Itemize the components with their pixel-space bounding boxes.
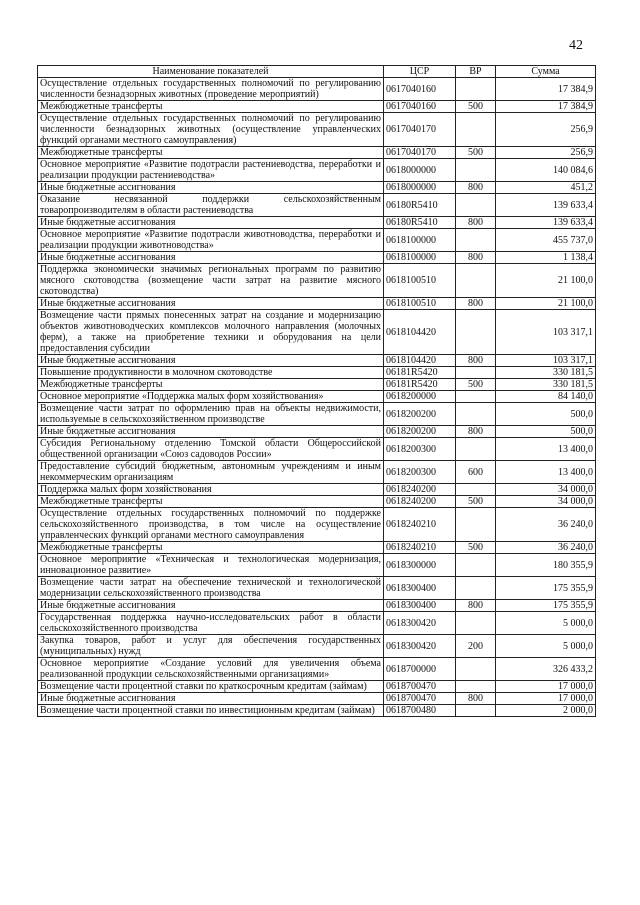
cell-name: Государственная поддержка научно-исследовательских работ в области сельскохозяйственного производства <box>38 612 384 635</box>
table-row <box>38 264 596 298</box>
table-row <box>38 182 596 194</box>
cell-csr: 0618200200 <box>384 403 456 426</box>
cell-vr <box>456 681 496 693</box>
cell-name: Возмещение части прямых понесенных затрат на создание и модернизацию объектов животноводческих комплексов молочного направления (молочных ферм), а также на приобретение техники и оборудования на цели предоставления субсидии <box>38 310 384 355</box>
cell-csr: 06181R5420 <box>384 367 456 379</box>
cell-sum: 180 355,9 <box>496 554 596 577</box>
table-row <box>38 310 596 355</box>
cell-name: Поддержка экономически значимых региональных программ по развитию мясного скотоводства (возмещение части затрат на развитие мясного скотоводства) <box>38 264 384 298</box>
cell-name: Иные бюджетные ассигнования <box>38 252 384 264</box>
cell-sum: 103 317,1 <box>496 355 596 367</box>
cell-vr: 200 <box>456 635 496 658</box>
cell-csr: 0618000000 <box>384 182 456 194</box>
table-row <box>38 298 596 310</box>
cell-sum: 5 000,0 <box>496 635 596 658</box>
cell-csr: 0617040160 <box>384 78 456 101</box>
table-row <box>38 113 596 147</box>
cell-csr: 0618300420 <box>384 635 456 658</box>
cell-name: Осуществление отдельных государственных полномочий по регулированию численности безнадзорных животных (осуществление управленческих функций органами местного самоуправления) <box>38 113 384 147</box>
table-row <box>38 461 596 484</box>
cell-csr: 0618700470 <box>384 681 456 693</box>
cell-vr: 800 <box>456 600 496 612</box>
cell-sum: 17 384,9 <box>496 78 596 101</box>
cell-name: Осуществление отдельных государственных полномочий по поддержке сельскохозяйственного производства, в том числе на осуществление управленческих функций органами местного самоуправления <box>38 508 384 542</box>
cell-vr: 800 <box>456 355 496 367</box>
table-row <box>38 229 596 252</box>
cell-sum: 34 000,0 <box>496 484 596 496</box>
cell-name: Предоставление субсидий бюджетным, автономным учреждениям и иным некоммерческим организациям <box>38 461 384 484</box>
cell-sum: 103 317,1 <box>496 310 596 355</box>
table-row <box>38 426 596 438</box>
cell-name: Основное мероприятие «Поддержка малых форм хозяйствования» <box>38 391 384 403</box>
cell-csr: 0618240210 <box>384 508 456 542</box>
cell-name: Иные бюджетные ассигнования <box>38 693 384 705</box>
header-sum: Сумма <box>496 66 596 78</box>
table-row <box>38 542 596 554</box>
table-row <box>38 612 596 635</box>
table-row <box>38 159 596 182</box>
table-row <box>38 252 596 264</box>
table-row <box>38 403 596 426</box>
cell-vr: 800 <box>456 426 496 438</box>
cell-sum: 330 181,5 <box>496 367 596 379</box>
cell-vr <box>456 612 496 635</box>
header-csr: ЦСР <box>384 66 456 78</box>
cell-csr: 0618700000 <box>384 658 456 681</box>
cell-sum: 17 384,9 <box>496 101 596 113</box>
table-row <box>38 496 596 508</box>
cell-csr: 0618200300 <box>384 461 456 484</box>
cell-vr: 800 <box>456 298 496 310</box>
cell-vr <box>456 403 496 426</box>
table-row <box>38 577 596 600</box>
cell-csr: 0618100000 <box>384 252 456 264</box>
cell-csr: 0618100510 <box>384 264 456 298</box>
page-number: 42 <box>569 38 583 53</box>
cell-csr: 0618300400 <box>384 600 456 612</box>
cell-sum: 5 000,0 <box>496 612 596 635</box>
cell-csr: 0618240200 <box>384 496 456 508</box>
cell-name: Закупка товаров, работ и услуг для обеспечения государственных (муниципальных) нужд <box>38 635 384 658</box>
cell-name: Возмещение части процентной ставки по инвестиционным кредитам (займам) <box>38 705 384 717</box>
cell-csr: 0617040170 <box>384 113 456 147</box>
cell-vr <box>456 264 496 298</box>
cell-vr <box>456 310 496 355</box>
cell-sum: 36 240,0 <box>496 508 596 542</box>
cell-name: Осуществление отдельных государственных полномочий по регулированию численности безнадзорных животных (проведение мероприятий) <box>38 78 384 101</box>
cell-name: Иные бюджетные ассигнования <box>38 298 384 310</box>
cell-vr: 500 <box>456 379 496 391</box>
cell-sum: 13 400,0 <box>496 461 596 484</box>
cell-sum: 500,0 <box>496 426 596 438</box>
cell-name: Возмещение части затрат на обеспечение технической и технологической модернизации сельскохозяйственного производства <box>38 577 384 600</box>
cell-csr: 0618200300 <box>384 438 456 461</box>
cell-name: Оказание несвязанной поддержки сельскохозяйственным товаропроизводителям в области растениеводства <box>38 194 384 217</box>
cell-sum: 17 000,0 <box>496 693 596 705</box>
cell-vr <box>456 367 496 379</box>
cell-vr <box>456 194 496 217</box>
table-row <box>38 101 596 113</box>
cell-csr: 06180R5410 <box>384 217 456 229</box>
cell-csr: 06180R5410 <box>384 194 456 217</box>
cell-sum: 84 140,0 <box>496 391 596 403</box>
cell-csr: 0618300420 <box>384 612 456 635</box>
cell-csr: 0618200200 <box>384 426 456 438</box>
cell-vr: 500 <box>456 496 496 508</box>
cell-sum: 330 181,5 <box>496 379 596 391</box>
table-row <box>38 391 596 403</box>
table-row <box>38 508 596 542</box>
cell-sum: 139 633,4 <box>496 194 596 217</box>
table-row <box>38 693 596 705</box>
table-row <box>38 681 596 693</box>
cell-sum: 1 138,4 <box>496 252 596 264</box>
cell-vr <box>456 438 496 461</box>
cell-csr: 0617040170 <box>384 147 456 159</box>
cell-name: Возмещение части процентной ставки по краткосрочным кредитам (займам) <box>38 681 384 693</box>
cell-sum: 36 240,0 <box>496 542 596 554</box>
cell-csr: 0618100510 <box>384 298 456 310</box>
cell-vr <box>456 484 496 496</box>
cell-name: Межбюджетные трансферты <box>38 101 384 113</box>
cell-csr: 0618240200 <box>384 484 456 496</box>
cell-vr: 500 <box>456 542 496 554</box>
cell-csr: 0618300000 <box>384 554 456 577</box>
cell-sum: 256,9 <box>496 113 596 147</box>
cell-name: Субсидия Региональному отделению Томской области Общероссийской общественной организации «Союз садоводов России» <box>38 438 384 461</box>
cell-vr: 800 <box>456 693 496 705</box>
table-row <box>38 194 596 217</box>
cell-csr: 0618104420 <box>384 355 456 367</box>
cell-sum: 500,0 <box>496 403 596 426</box>
cell-sum: 21 100,0 <box>496 264 596 298</box>
cell-csr: 0618000000 <box>384 159 456 182</box>
cell-name: Иные бюджетные ассигнования <box>38 182 384 194</box>
cell-sum: 451,2 <box>496 182 596 194</box>
cell-vr: 800 <box>456 182 496 194</box>
cell-vr <box>456 577 496 600</box>
cell-csr: 0618200000 <box>384 391 456 403</box>
cell-sum: 175 355,9 <box>496 577 596 600</box>
table-row <box>38 635 596 658</box>
table-row <box>38 705 596 717</box>
cell-sum: 17 000,0 <box>496 681 596 693</box>
cell-csr: 0618700470 <box>384 693 456 705</box>
cell-name: Иные бюджетные ассигнования <box>38 600 384 612</box>
cell-csr: 0618300400 <box>384 577 456 600</box>
cell-name: Возмещение части затрат по оформлению прав на объекты недвижимости, используемые в сельскохозяйственном производстве <box>38 403 384 426</box>
cell-csr: 0618100000 <box>384 229 456 252</box>
cell-sum: 2 000,0 <box>496 705 596 717</box>
table-row <box>38 217 596 229</box>
cell-sum: 140 084,6 <box>496 159 596 182</box>
table-row <box>38 379 596 391</box>
cell-name: Основное мероприятие «Развитие подотрасли животноводства, переработки и реализации продукции животноводства» <box>38 229 384 252</box>
cell-vr: 500 <box>456 147 496 159</box>
cell-vr <box>456 229 496 252</box>
table-header-row <box>38 66 596 78</box>
cell-vr <box>456 78 496 101</box>
cell-vr: 800 <box>456 217 496 229</box>
cell-name: Основное мероприятие «Создание условий для увеличения объема реализованной продукции сельскохозяйственными организациями» <box>38 658 384 681</box>
table-row <box>38 600 596 612</box>
cell-name: Поддержка малых форм хозяйствования <box>38 484 384 496</box>
cell-vr <box>456 658 496 681</box>
cell-vr: 800 <box>456 252 496 264</box>
cell-name: Иные бюджетные ассигнования <box>38 355 384 367</box>
table-row <box>38 484 596 496</box>
cell-sum: 34 000,0 <box>496 496 596 508</box>
table-row <box>38 658 596 681</box>
cell-vr <box>456 391 496 403</box>
cell-vr <box>456 159 496 182</box>
cell-sum: 21 100,0 <box>496 298 596 310</box>
cell-sum: 326 433,2 <box>496 658 596 681</box>
cell-sum: 139 633,4 <box>496 217 596 229</box>
table-row <box>38 438 596 461</box>
cell-sum: 13 400,0 <box>496 438 596 461</box>
cell-name: Иные бюджетные ассигнования <box>38 426 384 438</box>
cell-vr <box>456 113 496 147</box>
cell-vr: 600 <box>456 461 496 484</box>
budget-table <box>37 65 596 717</box>
cell-name: Межбюджетные трансферты <box>38 496 384 508</box>
cell-name: Межбюджетные трансферты <box>38 542 384 554</box>
cell-name: Межбюджетные трансферты <box>38 379 384 391</box>
header-vr: ВР <box>456 66 496 78</box>
cell-csr: 0618104420 <box>384 310 456 355</box>
cell-sum: 455 737,0 <box>496 229 596 252</box>
cell-csr: 0618240210 <box>384 542 456 554</box>
cell-csr: 0617040160 <box>384 101 456 113</box>
table-row <box>38 355 596 367</box>
cell-csr: 0618700480 <box>384 705 456 717</box>
cell-vr <box>456 705 496 717</box>
cell-name: Основное мероприятие «Развитие подотрасли растениеводства, переработки и реализации продукции растениеводства» <box>38 159 384 182</box>
header-name: Наименование показателей <box>38 66 384 78</box>
table-row <box>38 78 596 101</box>
cell-vr <box>456 554 496 577</box>
cell-sum: 175 355,9 <box>496 600 596 612</box>
cell-name: Повышение продуктивности в молочном скотоводстве <box>38 367 384 379</box>
cell-name: Иные бюджетные ассигнования <box>38 217 384 229</box>
cell-sum: 256,9 <box>496 147 596 159</box>
cell-vr: 500 <box>456 101 496 113</box>
table-row <box>38 554 596 577</box>
cell-csr: 06181R5420 <box>384 379 456 391</box>
table-row <box>38 367 596 379</box>
cell-vr <box>456 508 496 542</box>
cell-name: Межбюджетные трансферты <box>38 147 384 159</box>
table-row <box>38 147 596 159</box>
cell-name: Основное мероприятие «Техническая и технологическая модернизация, инновационное развитие» <box>38 554 384 577</box>
